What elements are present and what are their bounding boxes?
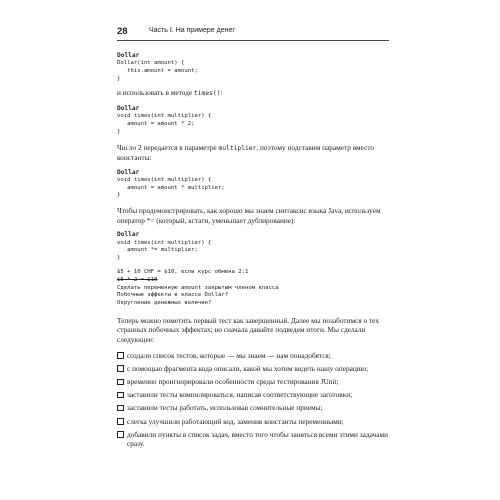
list-item	[117, 351, 389, 361]
list-item-text: заставили тесты компилироваться, написав соответствующие заготовки;	[127, 390, 353, 400]
page-header	[117, 26, 389, 40]
todo-item: Сделать переменную amount закрытым членом класса	[117, 284, 279, 291]
list-item	[117, 403, 389, 413]
paragraph-text: :	[220, 88, 223, 98]
paragraph: Чтобы продемонстрировать, как хорошо мы знаем синтаксис языка Java, используем оператор *= (который, кстати, уменьшает дублирование):	[117, 206, 381, 225]
paragraph-text: , поэтому подставим параметр вместо константы:	[117, 142, 375, 163]
list-item	[117, 430, 389, 449]
paragraph-text: Число 2 передается в параметре	[117, 142, 219, 152]
inline-code: times()	[193, 90, 221, 98]
list-item-text: временно проигнорировали особенности среды тестирования JUnit;	[127, 377, 339, 387]
checkbox-icon	[117, 352, 124, 359]
header-rule	[117, 40, 389, 41]
checkbox-icon	[117, 405, 124, 412]
checkbox-icon	[117, 431, 124, 438]
code-block: void times(int multiplier) { amount = amount * multiplier; }	[117, 176, 225, 199]
list-item-text: заставили тесты работать, использовав сомнительные приемы;	[127, 403, 323, 413]
todo-item-done: $5 * 2 = $10	[117, 276, 158, 283]
chapter-title: Часть I. На примере денег	[149, 27, 235, 34]
list-item-text: добавили пункты в список задач, вместо того чтобы заняться всеми этими задачами сразу.	[127, 429, 388, 449]
page-number: 28	[117, 26, 128, 37]
list-item	[117, 417, 389, 427]
page-content	[117, 52, 389, 453]
paragraph	[117, 143, 389, 163]
todo-list	[117, 269, 389, 308]
todo-item: $5 + 10 CHF = $10, если курс обмена 2:1	[117, 268, 249, 275]
code-block: void times(int multiplier) { amount *= multiplier; }	[117, 239, 212, 262]
code-block: void times(int multiplier) { amount = amount * 2; }	[117, 113, 212, 135]
paragraph-text: и использовать в методе	[117, 88, 194, 98]
code-block-title: Dollar	[117, 231, 140, 239]
list-item-text: слегка улучшили работающий код, заменив константы переменными;	[127, 416, 344, 426]
list-item	[117, 390, 389, 400]
todo-item: Побочные эффекты в классе Dollar?	[117, 292, 229, 299]
paragraph: Теперь можно пометить первый тест как завершенный. Далее мы позаботимся о тех странных побочных эффектах; но сначала давайте подведем итоги. Мы сделали следующее:	[117, 315, 379, 345]
summary-list	[117, 351, 389, 449]
list-item-text: с помощью фрагмента кода описали, какой мы хотим видеть нашу операцию;	[127, 363, 369, 373]
code-block-title: Dollar	[117, 105, 140, 113]
checkbox-icon	[117, 418, 124, 425]
checkbox-icon	[117, 379, 124, 386]
list-item	[117, 364, 389, 374]
todo-item: Округление денежных величин?	[117, 300, 212, 307]
code-block: Dollar(int amount) { this.amount = amount; }	[117, 60, 198, 82]
list-item-text: создали список тестов, которые — мы знаем — нам понадобятся;	[127, 350, 331, 360]
checkbox-icon	[117, 392, 124, 399]
list-item	[117, 377, 389, 387]
code-block-title: Dollar	[117, 52, 140, 59]
checkbox-icon	[117, 365, 124, 372]
paragraph	[117, 88, 389, 99]
code-block-title: Dollar	[117, 168, 140, 176]
inline-code: multiplier	[218, 144, 257, 152]
